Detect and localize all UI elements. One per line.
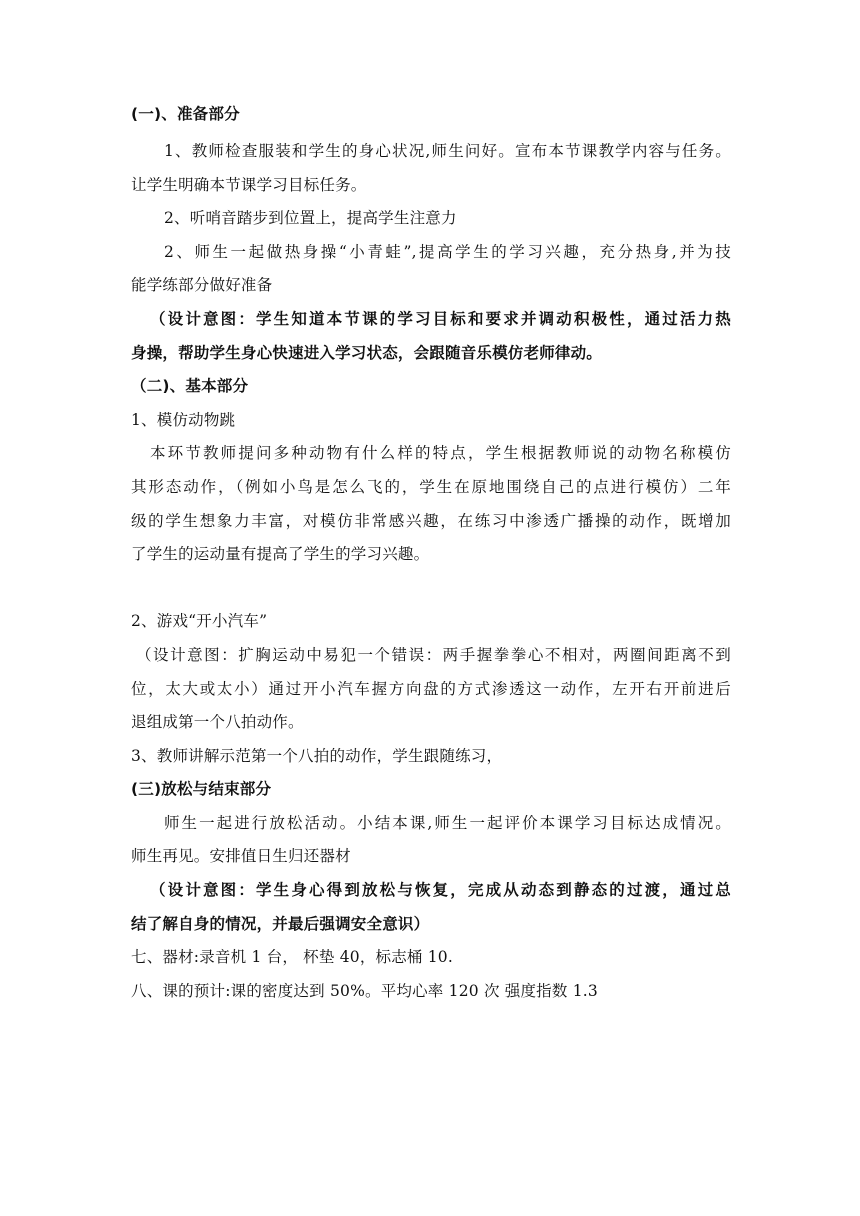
paragraph-line: 1、教师检查服装和学生的身心状况,师生问好。宣布本节课教学内容与任务。	[164, 142, 731, 160]
paragraph-line: 了学生的运动量有提高了学生的学习兴趣。	[131, 545, 430, 563]
design-intent-line: （设计意图：学生身心得到放松与恢复，完成从动态到静态的过渡，通过总	[150, 881, 731, 899]
paragraph-line: 师生一起进行放松活动。小结本课,师生一起评价本课学习目标达成情况。	[164, 814, 731, 832]
section-heading-preparation: (一)、准备部分	[131, 105, 240, 123]
paragraph-line: 师生再见。安排值日生归还器材	[131, 847, 351, 865]
paragraph-line: 本环节教师提问多种动物有什么样的特点，学生根据教师说的动物名称模仿	[150, 444, 731, 462]
paragraph-line: 位，太大或太小）通过开小汽车握方向盘的方式渗透这一动作，左开右开前进后	[131, 680, 731, 698]
design-intent-line: 结了解自身的情况，并最后强调安全意识）	[131, 915, 430, 933]
paragraph-line: 级的学生想象力丰富，对模仿非常感兴趣，在练习中渗透广播操的动作，既增加	[131, 512, 731, 530]
design-intent-line: （设计意图：学生知道本节课的学习目标和要求并调动积极性，通过活力热	[150, 310, 731, 328]
paragraph-line: 退组成第一个八拍动作。	[131, 713, 304, 731]
equipment-line: 七、器材:录音机 1 台， 杯垫 40，标志桶 10.	[131, 948, 453, 966]
section-heading-relaxation: (三)放松与结束部分	[131, 780, 272, 798]
paragraph-line: 其形态动作，（例如小鸟是怎么飞的，学生在原地围绕自己的点进行模仿）二年	[131, 478, 731, 496]
paragraph-line: 让学生明确本节课学习目标任务。	[131, 176, 367, 194]
section-heading-basic: （二)、基本部分	[131, 377, 249, 395]
forecast-line: 八、课的预计:课的密度达到 50%。平均心率 120 次 强度指数 1.3	[131, 982, 598, 1000]
paragraph-line: 能学练部分做好准备	[131, 276, 273, 294]
item-title: 3、教师讲解示范第一个八拍的动作，学生跟随练习，	[131, 747, 503, 765]
item-title: 2、游戏“开小汽车”	[131, 612, 268, 630]
design-intent-line: 身操，帮助学生身心快速进入学习状态，会跟随音乐模仿老师律动。	[131, 344, 603, 362]
paragraph-line: 2、师生一起做热身操“小青蛙”,提高学生的学习兴趣，充分热身,并为技	[164, 243, 731, 261]
paragraph-line: 2、听哨音踏步到位置上，提高学生注意力	[164, 209, 457, 227]
item-title: 1、模仿动物跳	[131, 411, 236, 429]
paragraph-line: （设计意图：扩胸运动中易犯一个错误：两手握拳拳心不相对，两圈间距离不到	[136, 646, 731, 664]
